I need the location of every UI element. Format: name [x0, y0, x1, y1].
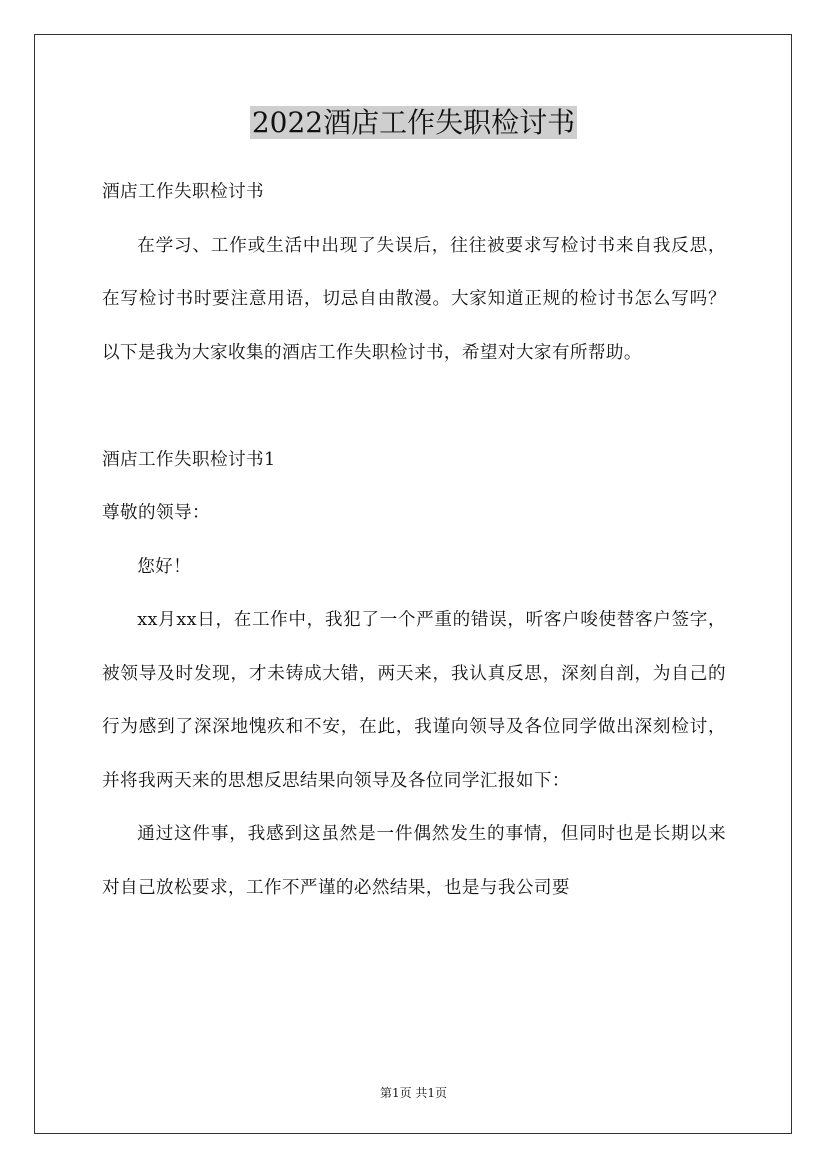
body-paragraph-2: 通过这件事，我感到这虽然是一件偶然发生的事情，但同时也是长期以来对自己放松要求，工作不严谨的必然结果，也是与我公司要: [102, 824, 726, 898]
page-number-footer: 第1页 共1页: [379, 1086, 448, 1100]
document-body: [102, 166, 726, 915]
body-paragraph-1: xx月xx日，在工作中，我犯了一个严重的错误，听客户唆使替客户签字，被领导及时发现，才未铸成大错，两天来，我认真反思，深刻自剖，为自己的行为感到了深深地愧疚和不安，在此，我谨向领导及各位同学做出深刻检讨，并将我两天来的思想反思结果向领导及各位同学汇报如下：: [102, 610, 726, 791]
salutation: 尊敬的领导：: [102, 503, 210, 523]
intro-paragraph: 在学习、工作或生活中出现了失误后，往往被要求写检讨书来自我反思，在写检讨书时要注意用语，切忌自由散漫。大家知道正规的检讨书怎么写吗？以下是我为大家收集的酒店工作失职检讨书，希望对大家有所帮助。: [102, 235, 726, 363]
document-title-text: 2022酒店工作失职检讨书: [251, 106, 576, 139]
document-title: [0, 103, 827, 143]
section-heading: 酒店工作失职检讨书1: [102, 449, 276, 470]
greeting: 您好！: [137, 556, 192, 577]
subtitle: 酒店工作失职检讨书: [102, 182, 264, 202]
